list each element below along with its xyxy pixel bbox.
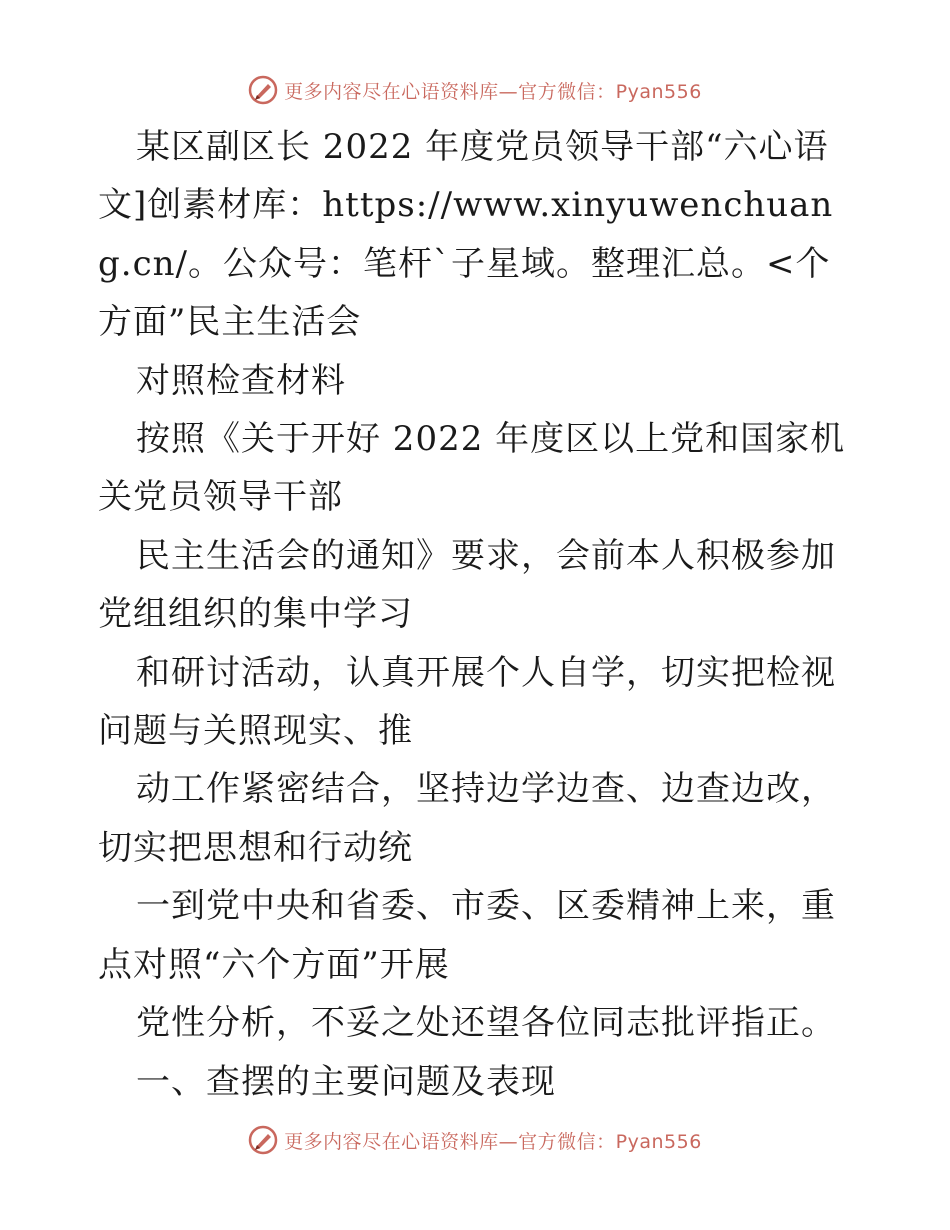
- paragraph: 民主生活会的通知》要求，会前本人积极参加党组组织的集中学习: [98, 535, 836, 635]
- header-watermark-text: 更多内容尽在心语资料库—官方微信：Pyan556: [284, 80, 702, 103]
- footer-watermark-text: 更多内容尽在心语资料库—官方微信：Pyan556: [284, 1130, 702, 1153]
- paragraph: 动工作紧密结合，坚持边学边查、边查边改，切实把思想和行动统: [98, 769, 836, 868]
- footer-watermark: [0, 1120, 950, 1160]
- paragraph: 一到党中央和省委、市委、区委精神上来，重点对照“六个方面”开展: [98, 886, 836, 985]
- pen-logo-icon: [248, 1125, 278, 1155]
- section-heading: 一、查摆的主要问题及表现: [136, 1061, 556, 1102]
- document-body: [98, 118, 858, 1111]
- paragraph: 按照《关于开好 2022 年度区以上党和国家机关党员领导干部: [98, 419, 846, 518]
- paragraph: 和研讨活动，认真开展个人自学，切实把检视问题与关照现实、推: [98, 652, 836, 752]
- paragraph: 对照检查材料: [136, 360, 346, 401]
- paragraph: 党性分析，不妥之处还望各位同志批评指正。: [136, 1003, 836, 1044]
- pen-logo-icon: [248, 75, 278, 105]
- header-watermark: [0, 70, 950, 110]
- paragraph: 某区副区长 2022 年度党员领导干部“六心语文]创素材库：https://www.xinyuwenchuang.cn/。公众号：笔杆`子星域。整理汇总。<个方面”民主生活会: [98, 127, 834, 343]
